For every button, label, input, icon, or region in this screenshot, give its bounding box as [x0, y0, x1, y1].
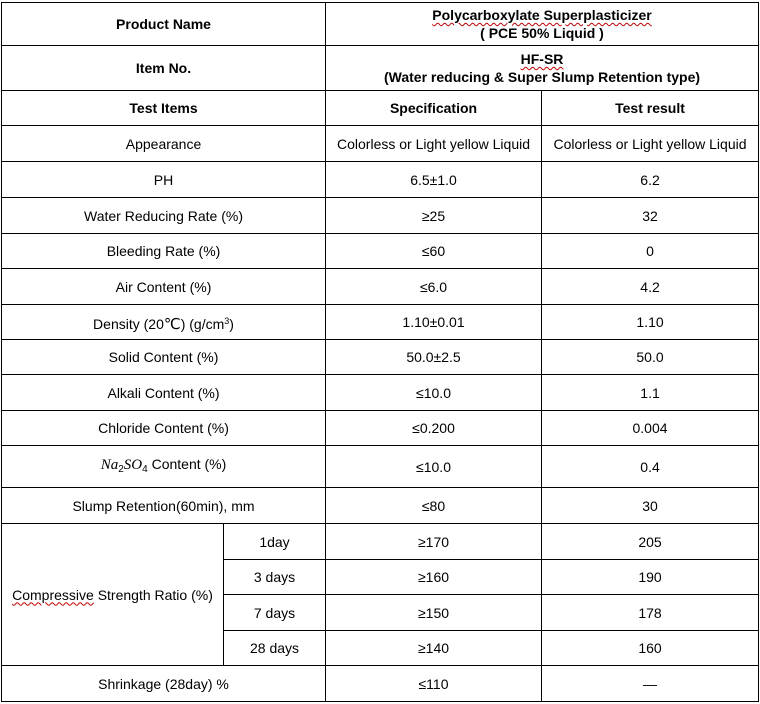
table-row [2, 488, 759, 524]
item-no-value [326, 46, 759, 91]
spec-value: ≤110 [326, 666, 542, 702]
result-value: 6.2 [542, 162, 759, 198]
test-item: Alkali Content (%) [2, 375, 326, 411]
test-item: Appearance [2, 126, 326, 162]
spec-value: 6.5±1.0 [326, 162, 542, 198]
table-row [2, 162, 759, 198]
formula-subscript-2: 2 [118, 463, 124, 475]
formula-subscript-4: 4 [142, 463, 148, 475]
table-row [2, 411, 759, 446]
col-header-test-items: Test Items [2, 91, 326, 126]
formula-na: Na [100, 456, 119, 473]
test-item: Shrinkage (28day) % [2, 666, 326, 702]
test-item: Air Content (%) [2, 269, 326, 305]
product-name-label: Product Name [2, 3, 326, 46]
table-row [2, 446, 759, 488]
result-value: 160 [542, 631, 759, 666]
table-row [2, 340, 759, 375]
spec-value: Colorless or Light yellow Liquid [326, 126, 542, 162]
density-label-suffix: ) [229, 315, 234, 332]
spec-value: ≥170 [326, 524, 542, 560]
spec-value: ≤80 [326, 488, 542, 524]
table-row [2, 234, 759, 269]
celsius-symbol: ℃ [163, 314, 181, 333]
row-product-name [2, 3, 759, 46]
product-name-line2: ( PCE 50% Liquid ) [480, 25, 604, 41]
age-label: 28 days [224, 631, 326, 666]
result-value: 4.2 [542, 269, 759, 305]
spec-value: 1.10±0.01 [326, 305, 542, 340]
spec-value: ≤10.0 [326, 446, 542, 488]
formula-so: SO [123, 456, 143, 473]
spec-value: 50.0±2.5 [326, 340, 542, 375]
spec-value: ≤6.0 [326, 269, 542, 305]
table-row [2, 375, 759, 411]
test-item [2, 446, 326, 488]
result-value: 30 [542, 488, 759, 524]
table-row [2, 269, 759, 305]
density-unit-superscript: 3 [224, 315, 230, 326]
result-value: 1.10 [542, 305, 759, 340]
test-item: Bleeding Rate (%) [2, 234, 326, 269]
test-item: Water Reducing Rate (%) [2, 198, 326, 234]
test-item [2, 305, 326, 340]
result-value: 190 [542, 560, 759, 595]
compressive-strength-label [2, 524, 224, 666]
table-row [2, 126, 759, 162]
specification-table [1, 2, 759, 702]
test-item: Slump Retention(60min), mm [2, 488, 326, 524]
result-value: Colorless or Light yellow Liquid [542, 126, 759, 162]
age-label: 1day [224, 524, 326, 560]
item-no-label: Item No. [2, 46, 326, 91]
spec-value: ≥160 [326, 560, 542, 595]
compressive-label-rest: Strength Ratio (%) [93, 586, 213, 603]
row-column-headers [2, 91, 759, 126]
age-label: 3 days [224, 560, 326, 595]
result-value: 1.1 [542, 375, 759, 411]
product-name-value [326, 3, 759, 46]
col-header-specification: Specification [326, 91, 542, 126]
spec-value: ≤60 [326, 234, 542, 269]
result-value: 0.004 [542, 411, 759, 446]
result-value: 205 [542, 524, 759, 560]
spec-value: ≥150 [326, 595, 542, 631]
item-no-line1: HF-SR [520, 51, 564, 67]
spec-value: ≤0.200 [326, 411, 542, 446]
density-label-prefix: Density (20 [93, 315, 164, 332]
table-row [2, 666, 759, 702]
table-row [2, 198, 759, 234]
result-value: 0 [542, 234, 759, 269]
table-row [2, 524, 759, 560]
product-name-line1: Polycarboxylate Superplasticizer [432, 7, 652, 23]
result-value: 50.0 [542, 340, 759, 375]
result-value: 178 [542, 595, 759, 631]
table-row [2, 305, 759, 340]
spec-value: ≥140 [326, 631, 542, 666]
density-label-mid: ) (g/cm [180, 315, 225, 332]
item-no-line2: (Water reducing & Super Slump Retention type) [383, 69, 701, 85]
test-item: Solid Content (%) [2, 340, 326, 375]
spec-value: ≤10.0 [326, 375, 542, 411]
col-header-test-result: Test result [542, 91, 759, 126]
result-value: — [542, 666, 759, 702]
sodium-sulfate-label-suffix: Content (%) [147, 455, 227, 472]
test-item: Chloride Content (%) [2, 411, 326, 446]
compressive-word: Compressive [12, 586, 94, 603]
result-value: 32 [542, 198, 759, 234]
age-label: 7 days [224, 595, 326, 631]
row-item-no [2, 46, 759, 91]
spec-value: ≥25 [326, 198, 542, 234]
result-value: 0.4 [542, 446, 759, 488]
test-item: PH [2, 162, 326, 198]
